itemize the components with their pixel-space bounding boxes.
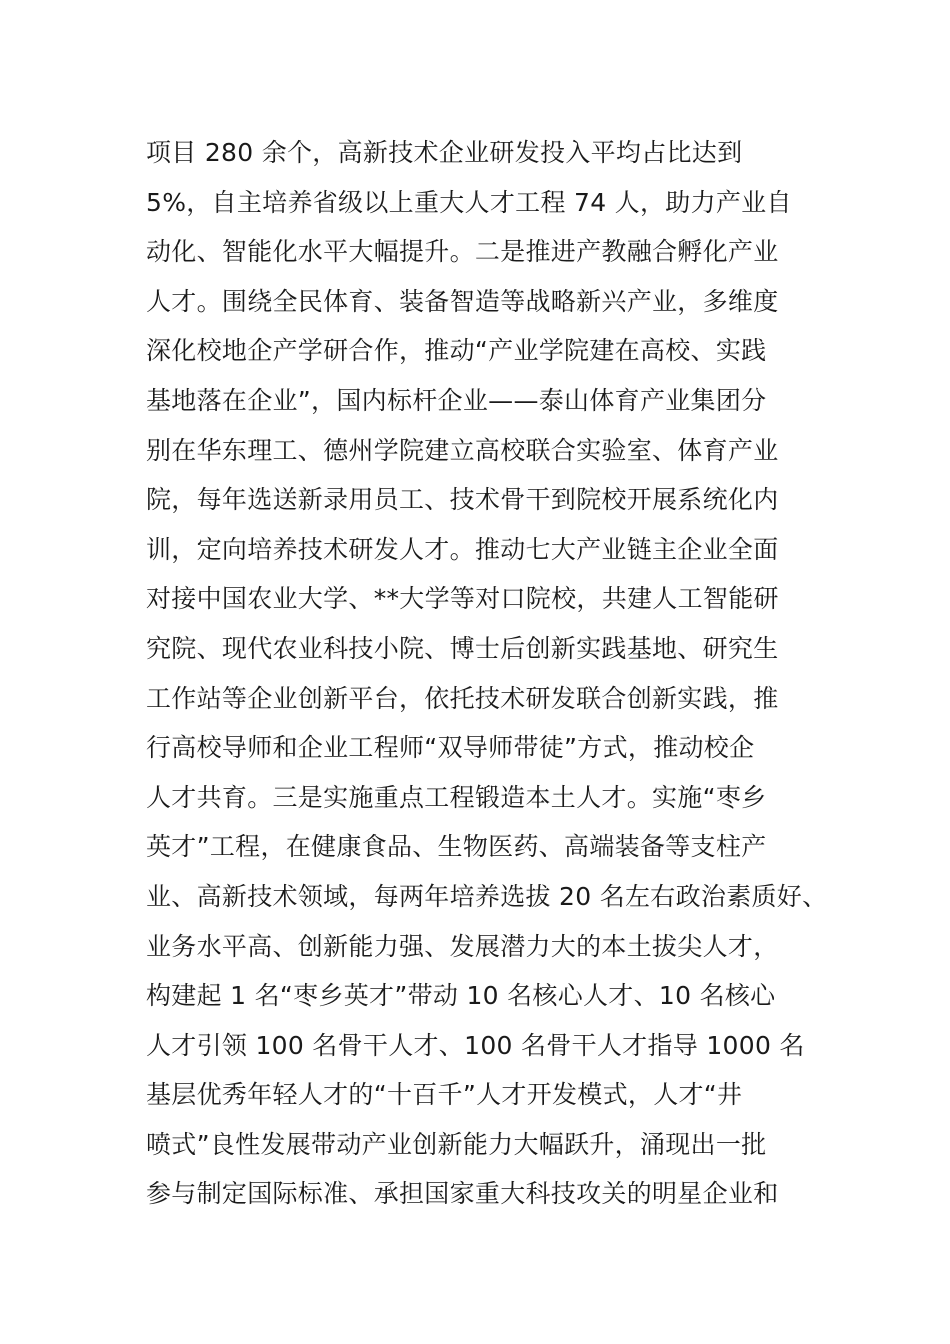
text-line: 训，定向培养技术研发人才。推动七大产业链主企业全面 xyxy=(146,534,779,564)
text-line: 基地落在企业”，国内标杆企业——泰山体育产业集团分 xyxy=(146,385,767,415)
text-line: 业务水平高、创新能力强、发展潜力大的本土拔尖人才， xyxy=(146,931,779,961)
text-line: 对接中国农业大学、**大学等对口院校，共建人工智能研 xyxy=(146,584,779,614)
text-line: 行高校导师和企业工程师“双导师带徒”方式，推动校企 xyxy=(146,733,755,763)
text-line: 别在华东理工、德州学院建立高校联合实验室、体育产业 xyxy=(146,435,779,465)
body-text xyxy=(146,128,826,1219)
text-line: 人才引领 100 名骨干人才、100 名骨干人才指导 1000 名 xyxy=(146,1030,805,1060)
text-line: 参与制定国际标准、承担国家重大科技攻关的明星企业和 xyxy=(146,1179,779,1209)
text-line: 动化、智能化水平大幅提升。二是推进产教融合孵化产业 xyxy=(146,237,779,267)
text-line: 项目 280 余个，高新技术企业研发投入平均占比达到 xyxy=(146,138,743,167)
text-line: 英才”工程，在健康食品、生物医药、高端装备等支柱产 xyxy=(146,832,767,862)
text-line: 究院、现代农业科技小院、博士后创新实践基地、研究生 xyxy=(146,633,779,663)
text-line: 人才。围绕全民体育、装备智造等战略新兴产业，多维度 xyxy=(146,286,779,316)
text-line: 业、高新技术领域，每两年培养选拔 20 名左右政治素质好、 xyxy=(146,881,828,911)
text-line: 5%，自主培养省级以上重大人才工程 74 人，助力产业自 xyxy=(146,187,792,217)
text-line: 深化校地企产学研合作，推动“产业学院建在高校、实践 xyxy=(146,336,767,366)
text-line: 喷式”良性发展带动产业创新能力大幅跃升，涌现出一批 xyxy=(146,1129,767,1159)
text-line: 人才共育。三是实施重点工程锻造本土人才。实施“枣乡 xyxy=(146,782,767,812)
text-line: 工作站等企业创新平台，依托技术研发联合创新实践，推 xyxy=(146,683,779,713)
text-line: 院，每年选送新录用员工、技术骨干到院校开展系统化内 xyxy=(146,485,779,515)
text-line: 构建起 1 名“枣乡英才”带动 10 名核心人才、10 名核心 xyxy=(146,981,776,1011)
text-line: 基层优秀年轻人才的“十百千”人才开发模式，人才“井 xyxy=(146,1080,743,1110)
